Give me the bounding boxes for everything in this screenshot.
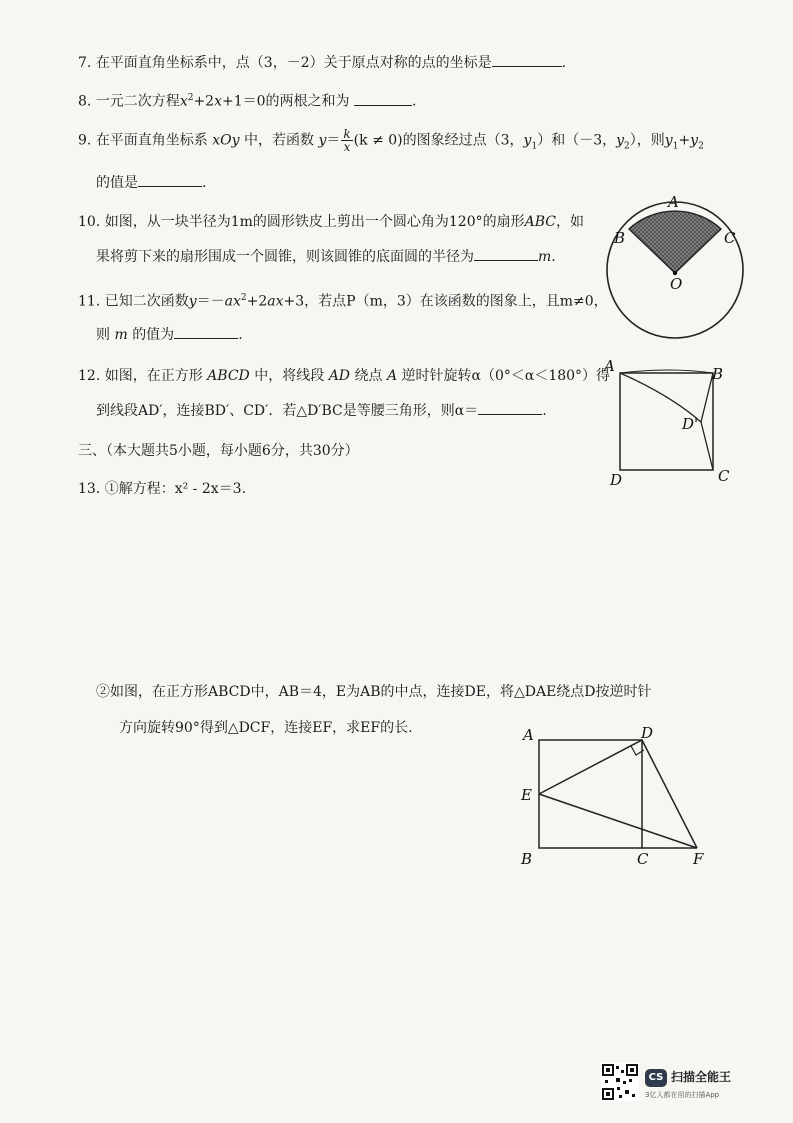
svg-text:A: A [604, 357, 615, 375]
svg-text:A: A [523, 726, 534, 744]
scanner-tagline: 3亿人都在用的扫描App [645, 1091, 720, 1099]
question-12: 12. 如图，在正方形 ABCD 中，将线段 AD 绕点 A 逆时针旋转α（0°＜α＜180°）得 [78, 368, 611, 384]
svg-text:O: O [670, 275, 683, 293]
square-abcd [539, 740, 642, 848]
figure-circle-sector [600, 195, 750, 345]
answer-blank[interactable] [492, 52, 562, 67]
svg-text:F: F [693, 850, 704, 868]
question-9-line2: 的值是 . [96, 172, 206, 193]
shaded-sector [629, 211, 721, 273]
question-12-line2: 到线段AD′，连接BD′、CD′．若△D′BC是等腰三角形，则α＝ . [96, 400, 547, 421]
segment-de [539, 740, 642, 794]
question-13: 13. ①解方程：x² - 2x＝3. [78, 481, 247, 497]
svg-text:B: B [521, 850, 533, 868]
question-8: 8. 一元二次方程$x^2+2x+1=0$的两根之和为 . [78, 88, 416, 112]
svg-text:D': D' [682, 415, 699, 433]
svg-text:D: D [610, 471, 623, 489]
answer-blank[interactable] [478, 400, 542, 415]
question-9: 9. 在平面直角坐标系 xOy 中，若函数 y＝ $\frac{k}{x}$ (k ≠ 0)的图象经过点（3，$y_1$）和（－3，$y_2$），则$y_1+y_2$ [78, 127, 704, 154]
scanner-app-name: 扫描全能王 [671, 1070, 732, 1084]
svg-text:C: C [724, 229, 736, 247]
svg-text:A: A [668, 193, 679, 211]
svg-text:D: D [641, 724, 654, 742]
fraction-k-over-x: $\frac{k}{x}$ [343, 127, 351, 154]
scanner-watermark [601, 1063, 771, 1107]
segment-cd-prime [701, 422, 713, 470]
square-abcd [620, 373, 713, 470]
question-7: 7. 在平面直角坐标系中，点（3，－2）关于原点对称的点的坐标是 . [78, 52, 566, 73]
svg-text:C: C [637, 850, 649, 868]
svg-text:C: C [718, 467, 730, 485]
question-11-line2: 则 m 的值为 . [96, 324, 243, 345]
svg-text:B: B [712, 365, 724, 383]
answer-blank[interactable] [474, 246, 538, 261]
q7-text: 在平面直角坐标系中，点（3，－2）关于原点对称的点的坐标是 [95, 55, 492, 71]
qr-code-icon [601, 1063, 639, 1101]
question-11: 11. 已知二次函数$y=-ax^2+2ax+3$，若点P（m，3）在该函数的图象上，且m≠0， [78, 293, 608, 310]
cs-logo-icon: CS [645, 1069, 667, 1087]
answer-blank[interactable] [354, 91, 412, 106]
question-10: 10. 如图，从一块半径为1m的圆形铁皮上剪出一个圆心角为120°的扇形ABC，如 [78, 214, 584, 230]
question-13-part2: ②如图，在正方形ABCD中，AB＝4，E为AB的中点，连接DE，将△DAE绕点D按逆时针 [96, 684, 652, 700]
question-10-line2: 果将剪下来的扇形围成一个圆锥，则该圆锥的底面圆的半径为 m. [96, 246, 556, 267]
section-header: 三、（本大题共5小题，每小题6分，共30分） [78, 443, 359, 459]
question-13-part2-line2: 方向旋转90°得到△DCF，连接EF，求EF的长. [119, 720, 413, 736]
svg-text:E: E [521, 786, 532, 804]
figure-square-triangle [515, 722, 715, 872]
answer-blank[interactable] [174, 324, 238, 339]
answer-blank[interactable] [138, 172, 202, 187]
svg-text:B: B [614, 229, 626, 247]
figure-square-rotation [600, 355, 750, 495]
